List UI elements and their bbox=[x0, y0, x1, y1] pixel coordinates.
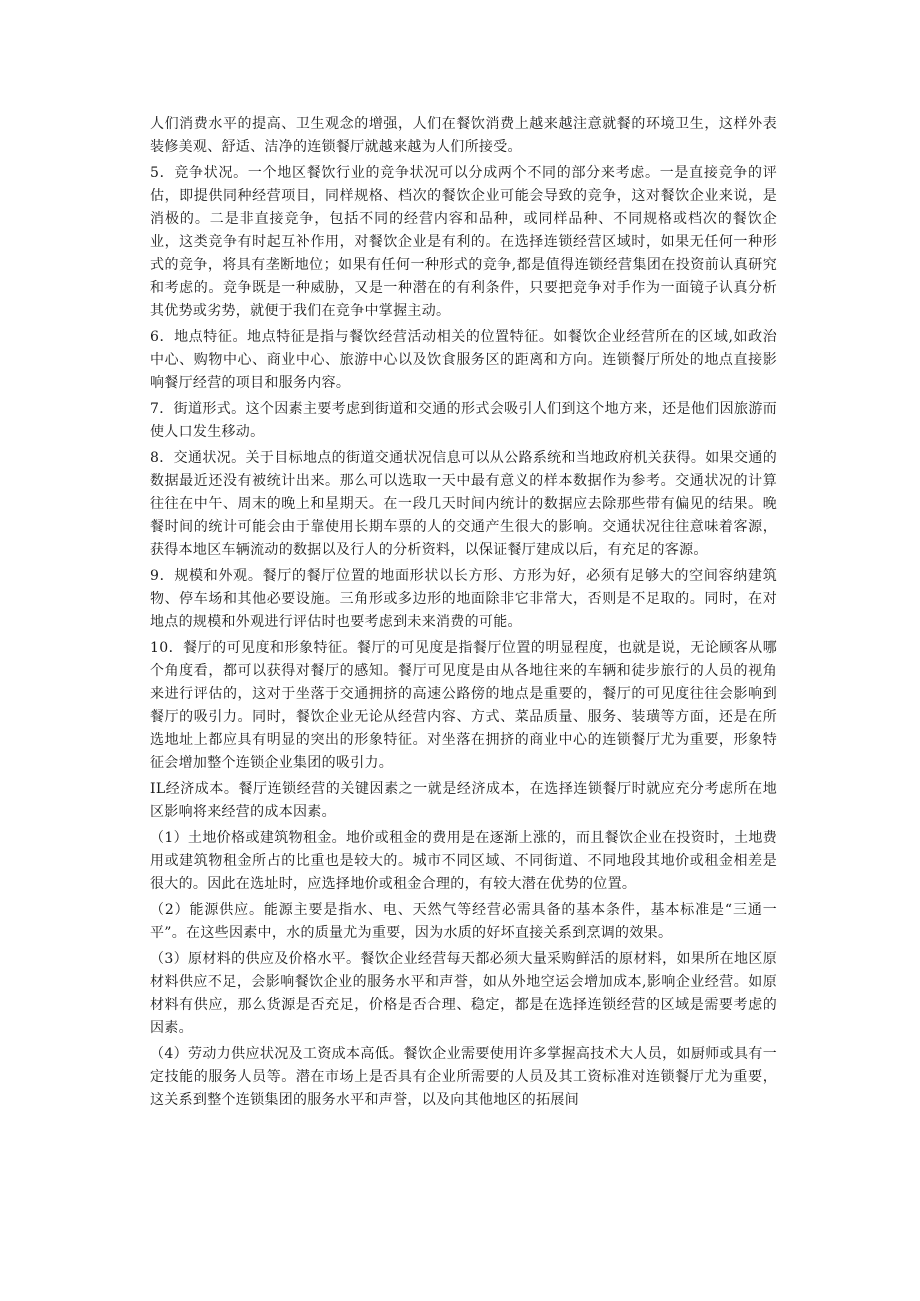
document-body bbox=[150, 113, 777, 1115]
paragraph-cost-1-land-rent: （1）土地价格或建筑物租金。地价或租金的费用是在逐渐上涨的，而且餐饮企业在投资时，土地费用或建筑物租金所占的比重也是较大的。城市不同区域、不同街道、不同地段其地价或租金相差是很大的。因此在选址时，应选择地价或租金合理的，有较大潜在优势的位置。 bbox=[150, 830, 777, 892]
paragraph-cost-3-raw-materials: （3）原材料的供应及价格水平。餐饮企业经营每天都必须大量采购鲜活的原材料，如果所在地区原材料供应不足，会影响餐饮企业的服务水平和声誉，如从外地空运会增加成本,影响企业经营。如原材料有供应，那么货源是否充足，价格是否合理、稳定，都是在选择连锁经营的区域是需要考虑的因素。 bbox=[150, 951, 777, 1036]
paragraph-6-location-features: 6．地点特征。地点特征是指与餐饮经营活动相关的位置特征。如餐饮企业经营所在的区域,如政治中心、购物中心、商业中心、旅游中心以及饮食服务区的距离和方向。连锁餐厅所处的地点直接影响餐厅经营的项目和服务内容。 bbox=[150, 329, 777, 391]
paragraph-11-economic-cost: IL经济成本。餐厅连锁经营的关键因素之一就是经济成本，在选择连锁餐厅时就应充分考虑所在地区影响将来经营的成本因素。 bbox=[150, 781, 777, 820]
paragraph-7-street-form: 7．街道形式。这个因素主要考虑到街道和交通的形式会吸引人们到这个地方来，还是他们因旅游而使人口发生移动。 bbox=[150, 401, 777, 440]
paragraph-cost-4-labor: （4）劳动力供应状况及工资成本高低。餐饮企业需要使用许多掌握高技术大人员，如厨师或具有一定技能的服务人员等。潜在市场上是否具有企业所需要的人员及其工资标准对连锁餐厅尤为重要，这关系到整个连锁集团的服务水平和声誉，以及向其他地区的拓展间 bbox=[150, 1046, 777, 1108]
paragraph-intro-continuation: 人们消费水平的提高、卫生观念的增强，人们在餐饮消费上越来越注意就餐的环境卫生，这样外表装修美观、舒适、洁净的连锁餐厅就越来越为人们所接受。 bbox=[150, 116, 777, 155]
paragraph-10-visibility-image: 10．餐厅的可见度和形象特征。餐厅的可见度是指餐厅位置的明显程度，也就是说，无论顾客从哪个角度看，都可以获得对餐厅的感知。餐厅可见度是由从各地往来的车辆和徒步旅行的人员的视角来进行评估的，这对于坐落于交通拥挤的高速公路傍的地点是重要的，餐厅的可见度往往会影响到餐厅的吸引力。同时，餐饮企业无论从经营内容、方式、菜品质量、服务、装璜等方面，还是在所选地址上都应具有明显的突出的形象特征。对坐落在拥挤的商业中心的连锁餐厅尤为重要，形象特征会增加整个连锁企业集团的吸引力。 bbox=[150, 640, 777, 771]
paragraph-9-scale-appearance: 9．规模和外观。餐厅的餐厅位置的地面形状以长方形、方形为好，必须有足够大的空间容纳建筑物、停车场和其他必要设施。三角形或多边形的地面除非它非常大，否则是不足取的。同时，在对地点的规模和外观进行评估时也要考虑到未来消费的可能。 bbox=[150, 568, 777, 630]
paragraph-8-traffic: 8．交通状况。关于目标地点的街道交通状况信息可以从公路系统和当地政府机关获得。如果交通的数据最近还没有被统计出来。那么可以选取一天中最有意义的样本数据作为参考。交通状况的计算往往在中午、周末的晚上和星期天。在一段几天时间内统计的数据应去除那些带有偏见的结果。晚餐时间的统计可能会由于靠使用长期车票的人的交通产生很大的影响。交通状况往往意味着客源，获得本地区车辆流动的数据以及行人的分析资料，以保证餐厅建成以后，有充足的客源。 bbox=[150, 450, 777, 558]
paragraph-cost-2-energy: （2）能源供应。能源主要是指水、电、天然气等经营必需具备的基本条件，基本标准是“三通一平”。在这些因素中，水的质量尤为重要，因为水质的好坏直接关系到烹调的效果。 bbox=[150, 902, 777, 941]
paragraph-5-competition: 5．竞争状况。一个地区餐饮行业的竞争状况可以分成两个不同的部分来考虑。一是直接竞争的评估，即提供同种经营项目，同样规格、档次的餐饮企业可能会导致的竞争，这对餐饮企业来说，是消极的。二是非直接竞争，包括不同的经营内容和品种，或同样品种、不同规格或档次的餐饮企业，这类竞争有时起互补作用，对餐饮企业是有利的。在选择连锁经营区域时，如果无任何一种形式的竞争，将具有垄断地位；如果有任何一种形式的竞争,都是值得连锁经营集团在投资前认真研究和考虑的。竞争既是一种威胁，又是一种潜在的有利条件，只要把竞争对手作为一面镜子认真分析其优势或劣势，就便于我们在竞争中掌握主动。 bbox=[150, 165, 777, 319]
